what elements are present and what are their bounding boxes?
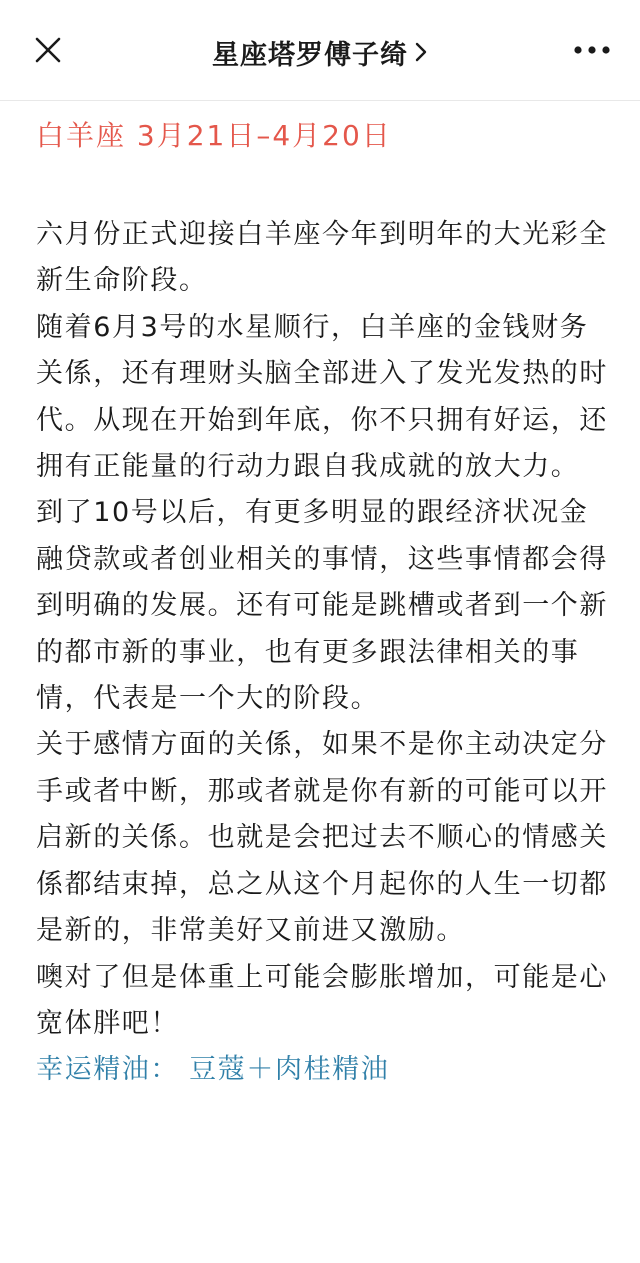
more-horizontal-icon	[574, 45, 610, 55]
page-title: 星座塔罗傅子绮	[212, 39, 408, 71]
article-heading: 白羊座 3月21日–4月20日	[36, 119, 392, 152]
top-navigation-bar	[0, 0, 640, 101]
article-paragraph: 到了10号以后，有更多明显的跟经济状况金融贷款或者创业相关的事情，这些事情都会得到明确的发展。还有可能是跳槽或者到一个新的都市新的事业，也有更多跟法律相关的事情，代表是一个大的阶段。	[36, 497, 608, 715]
article-paragraph: 六月份正式迎接白羊座今年到明年的大光彩全新生命阶段。	[36, 219, 608, 297]
article-content	[36, 112, 612, 1094]
lucky-oil-line: 幸运精油： 豆蔻＋肉桂精油	[36, 1054, 390, 1086]
account-title-link[interactable]	[0, 30, 640, 74]
article-paragraph: 噢对了但是体重上可能会膨胀增加，可能是心宽体胖吧！	[36, 961, 608, 1039]
chevron-right-icon	[414, 41, 428, 63]
article-paragraph: 随着6月3号的水星顺行，白羊座的金钱财务关係，还有理财头脑全部进入了发光发热的时代。从现在开始到年底，你不只拥有好运，还拥有正能量的行动力跟自我成就的放大力。	[36, 311, 608, 483]
article-paragraph: 关于感情方面的关係，如果不是你主动决定分手或者中断，那或者就是你有新的可能可以开启新的关係。也就是会把过去不顺心的情感关係都结束掉，总之从这个月起你的人生一切都是新的，非常美好又前进又激励。	[36, 729, 608, 947]
more-options-button[interactable]	[572, 30, 612, 70]
